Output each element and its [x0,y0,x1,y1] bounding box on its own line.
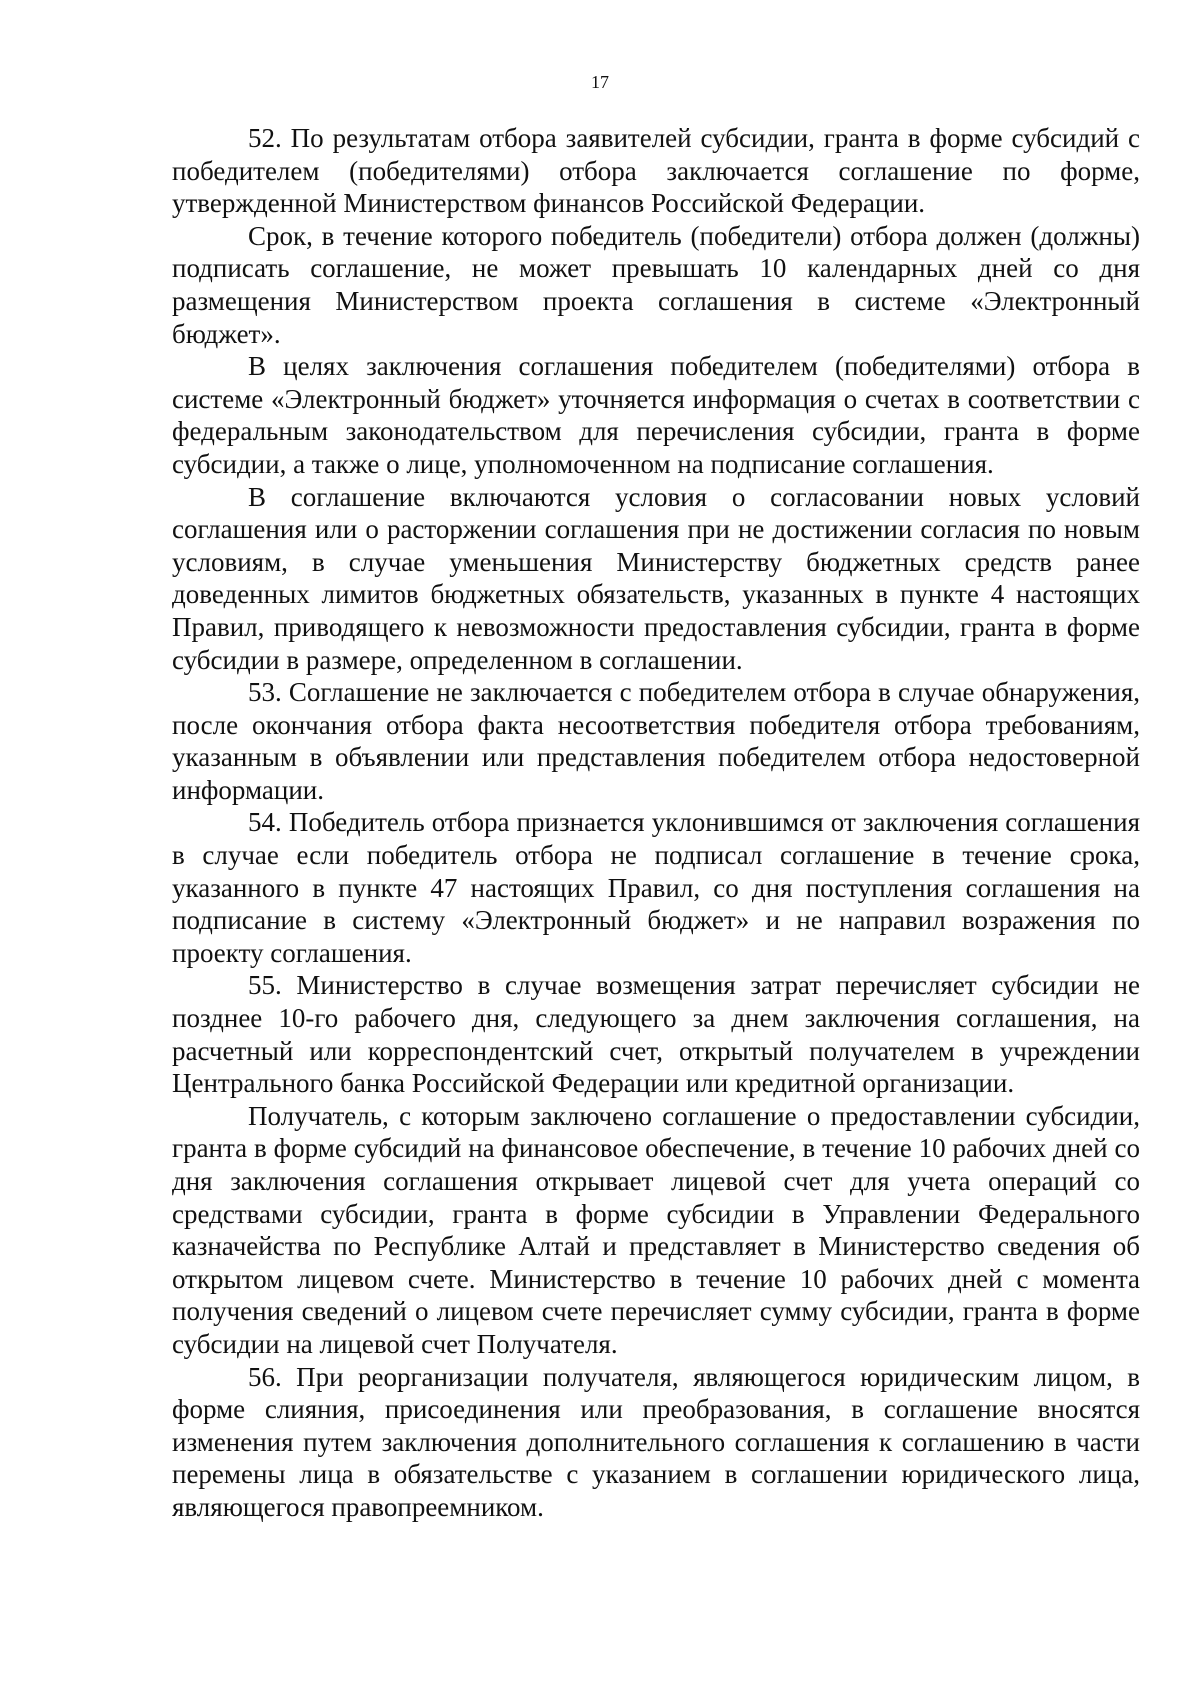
paragraph-55: 55. Министерство в случае возмещения затрат перечисляет субсидии не позднее 10-го рабочего дня, следующего за днем заключения соглашения, на расчетный или корреспондентский счет, открытый получателем в учреждении Центрального банка Российской Федерации или кредитной организации. [172,970,1140,1099]
paragraph-recipient-account: Получатель, с которым заключено соглашение о предоставлении субсидии, гранта в форме субсидий на финансовое обеспечение, в течение 10 рабочих дней со дня заключения соглашения открывает лицевой счет для учета операций со средствами субсидии, гранта в форме субсидии в Управлении Федерального казначейства по Республике Алтай и представляет в Министерство сведения об открытом лицевом счете. Министерство в течение 10 рабочих дней с момента получения сведений о лицевом счете перечисляет сумму субсидии, гранта в форме субсидии на лицевой счет Получателя. [172,1100,1140,1359]
paragraph-agreement-conditions: В соглашение включаются условия о согласовании новых условий соглашения или о расторжении соглашения при не достижении согласия по новым условиям, в случае уменьшения Министерству бюджетных средств ранее доведенных лимитов бюджетных обязательств, указанных в пункте 4 настоящих Правил, приводящего к невозможности предоставления субсидии, гранта в форме субсидии в размере, определенном в соглашении. [172,481,1140,675]
paragraph-56: 56. При реорганизации получателя, являющегося юридическим лицом, в форме слияния, присоединения или преобразования, в соглашение вносятся изменения путем заключения дополнительного соглашения к соглашению в части перемены лица в обязательстве с указанием в соглашении юридического лица, являющегося правопреемником. [172,1361,1140,1522]
paragraph-54: 54. Победитель отбора признается уклонившимся от заключения соглашения в случае если победитель отбора не подписал соглашение в течение срока, указанного в пункте 47 настоящих Правил, со дня поступления соглашения на подписание в систему «Электронный бюджет» и не направил возражения по проекту соглашения. [172,807,1140,968]
document-body [172,122,1140,1524]
paragraph-account-info: В целях заключения соглашения победителем (победителями) отбора в системе «Электронный бюджет» уточняется информация о счетах в соответствии с федеральным законодательством для перечисления субсидии, гранта в форме субсидии, а также о лице, уполномоченном на подписание соглашения. [172,351,1140,479]
paragraph-53: 53. Соглашение не заключается с победителем отбора в случае обнаружения, после окончания отбора факта несоответствия победителя отбора требованиям, указанным в объявлении или представления победителем отбора недостоверной информации. [172,677,1140,805]
page-number: 17 [591,72,609,92]
paragraph-signing-term: Срок, в течение которого победитель (победители) отбора должен (должны) подписать соглашение, не может превышать 10 календарных дней со дня размещения Министерством проекта соглашения в системе «Электронный бюджет». [172,220,1140,349]
paragraph-52: 52. По результатам отбора заявителей субсидии, гранта в форме субсидий с победителем (победителями) отбора заключается соглашение по форме, утвержденной Министерством финансов Российской Федерации. [172,123,1140,219]
